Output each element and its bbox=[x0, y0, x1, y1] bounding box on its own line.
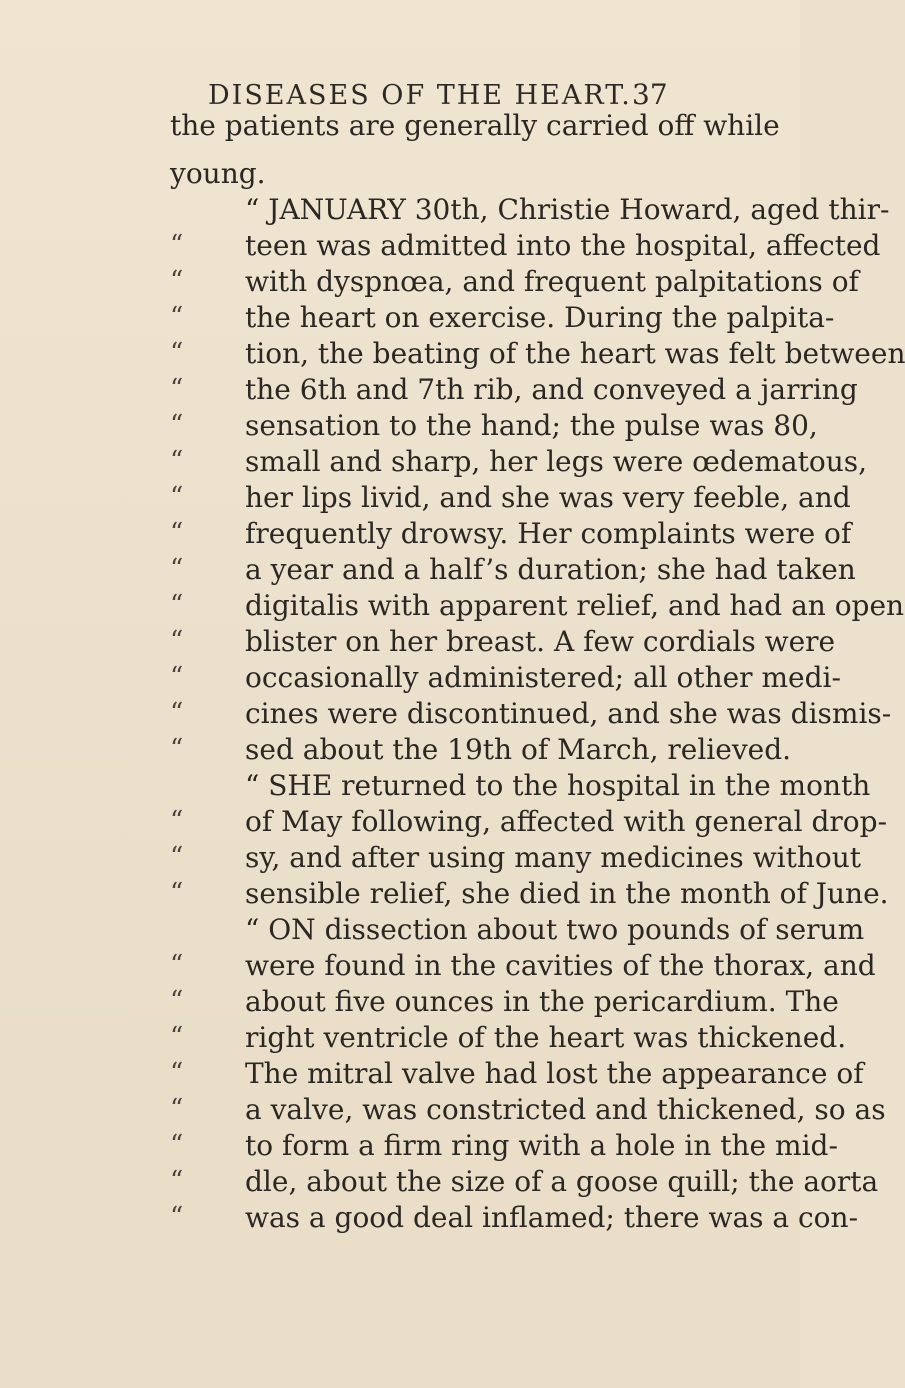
margin-quote-mark: “ bbox=[170, 410, 184, 440]
line-text: her lips livid, and she was very feeble, and bbox=[245, 481, 851, 514]
margin-quote-mark: “ bbox=[170, 1130, 184, 1160]
line-text: with dyspnœa, and frequent palpitations of bbox=[245, 265, 859, 298]
page-number: 37 bbox=[632, 78, 668, 111]
line-text: the heart on exercise. During the palpita- bbox=[245, 301, 835, 334]
line-text: were found in the cavities of the thorax, and bbox=[245, 949, 876, 982]
margin-quote-mark: “ bbox=[170, 626, 184, 656]
margin-quote-mark: “ bbox=[170, 230, 184, 260]
margin-quote-mark: “ bbox=[170, 662, 184, 692]
line-text: the 6th and 7th rib, and conveyed a jarring bbox=[245, 373, 858, 406]
line-text: about five ounces in the pericardium. The bbox=[245, 985, 839, 1018]
margin-quote-mark: “ bbox=[170, 1094, 184, 1124]
line-text: sed about the 19th of March, relieved. bbox=[245, 733, 792, 766]
line-text: tion, the beating of the heart was felt between bbox=[245, 337, 905, 370]
line-text: to form a firm ring with a hole in the mid- bbox=[245, 1129, 838, 1162]
line-text: a valve, was constricted and thickened, so as bbox=[245, 1093, 886, 1126]
line-text: dle, about the size of a goose quill; the aorta bbox=[245, 1165, 879, 1198]
margin-quote-mark: “ bbox=[170, 1202, 184, 1232]
line-text: cines were discontinued, and she was dismis- bbox=[245, 697, 892, 730]
margin-quote-mark: “ bbox=[170, 1022, 184, 1052]
margin-quote-mark: “ bbox=[170, 986, 184, 1016]
margin-quote-mark: “ bbox=[170, 950, 184, 980]
margin-quote-mark: “ bbox=[170, 698, 184, 728]
margin-quote-mark: “ bbox=[170, 842, 184, 872]
margin-quote-mark: “ bbox=[170, 1058, 184, 1088]
margin-quote-mark: “ bbox=[170, 590, 184, 620]
line-text: digitalis with apparent relief, and had an open bbox=[245, 589, 905, 622]
line-text: sy, and after using many medicines without bbox=[245, 841, 862, 874]
line-text: occasionally administered; all other medi- bbox=[245, 661, 841, 694]
line-text: small and sharp, her legs were œdematous, bbox=[245, 445, 868, 478]
margin-quote-mark: “ bbox=[170, 482, 184, 512]
line-text: teen was admitted into the hospital, affected bbox=[245, 229, 881, 262]
line-text: blister on her breast. A few cordials were bbox=[245, 625, 836, 658]
margin-quote-mark: “ bbox=[170, 518, 184, 548]
line-text: the patients are generally carried off while bbox=[170, 109, 780, 142]
line-text: a year and a half’s duration; she had taken bbox=[245, 553, 856, 586]
line-text: sensation to the hand; the pulse was 80, bbox=[245, 409, 818, 442]
margin-quote-mark: “ bbox=[170, 338, 184, 368]
line-text: right ventricle of the heart was thickened. bbox=[245, 1021, 847, 1054]
margin-quote-mark: “ bbox=[170, 302, 184, 332]
margin-quote-mark: “ bbox=[170, 806, 184, 836]
line-text: frequently drowsy. Her complaints were of bbox=[245, 517, 852, 550]
line-text: “ JANUARY 30th, Christie Howard, aged thir- bbox=[245, 193, 890, 226]
line-text: sensible relief, she died in the month of June. bbox=[245, 877, 889, 910]
margin-quote-mark: “ bbox=[170, 878, 184, 908]
running-title: DISEASES OF THE HEART. bbox=[208, 80, 632, 111]
margin-quote-mark: “ bbox=[170, 554, 184, 584]
margin-quote-mark: “ bbox=[170, 266, 184, 296]
line-text: was a good deal inflamed; there was a con- bbox=[245, 1201, 859, 1234]
line-text: “ SHE returned to the hospital in the month bbox=[245, 769, 871, 802]
margin-quote-mark: “ bbox=[170, 374, 184, 404]
margin-quote-mark: “ bbox=[170, 1166, 184, 1196]
line-text: young. bbox=[170, 157, 266, 190]
margin-quote-mark: “ bbox=[170, 446, 184, 476]
line-text: The mitral valve had lost the appearance of bbox=[245, 1057, 864, 1090]
margin-quote-mark: “ bbox=[170, 734, 184, 764]
line-text: of May following, affected with general drop- bbox=[245, 805, 888, 838]
line-text: “ ON dissection about two pounds of serum bbox=[245, 913, 865, 946]
